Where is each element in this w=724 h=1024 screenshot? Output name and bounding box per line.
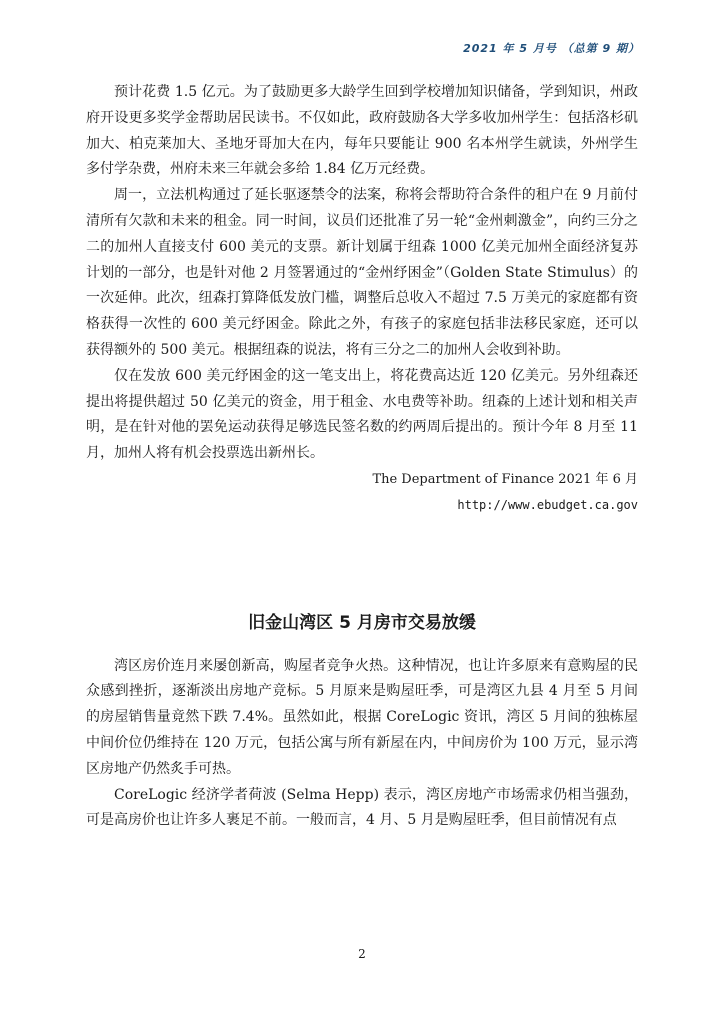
article2-paragraph-1: 湾区房价连月来屡创新高，购屋者竞争火热。这种情况，也让许多原来有意购屋的民众感到挫折，逐渐淡出房地产竞标。5 月原来是购屋旺季，可是湾区九县 4 月至 5 月间的房屋销售量竟然下跌 7.4%。虽然如此，根据 CoreLogic 资讯，湾区 5 月间的独栋屋中间价位仍维持在 120 万元，包括公寓与所有新屋在内，中间房价为 100 万元，显示湾区房地产仍然炙手可热。 [86, 657, 638, 777]
article2-title: 旧金山湾区 5 月房市交易放缓 [248, 612, 476, 633]
article2-paragraph-2: CoreLogic 经济学者荷波 (Selma Hepp) 表示，湾区房地产市场需求仍相当强劲，可是高房价也让许多人裹足不前。一般而言，4 月、5 月是购屋旺季，但目前情况有点 [86, 786, 638, 829]
article1-paragraph-1: 预计花费 1.5 亿元。为了鼓励更多大龄学生回到学校增加知识储备，学到知识，州政府开设更多奖学金帮助居民读书。不仅如此，政府鼓励各大学多收加州学生：包括洛杉矶加大、柏克莱加大、圣地牙哥加大在内，每年只要能让 900 名本州学生就读，外州学生多付学杂费，州府未来三年就会多给 1.84 亿万元经费。 [86, 84, 638, 178]
page-content [86, 80, 638, 834]
article1-source: The Department of Finance 2021 年 6 月 [372, 471, 638, 487]
article1-source-url[interactable]: http://www.ebudget.ca.gov [457, 497, 638, 512]
article1-paragraph-3: 仅在发放 600 美元纾困金的这一笔支出上，将花费高达近 120 亿美元。另外纽森还提出将提供超过 50 亿美元的资金，用于租金、水电费等补助。纽森的上述计划和相关声明，是在针对他的罢免运动获得足够选民签名数的约两周后提出的。预计今年 8 月至 11 月，加州人将有机会投票选出新州长。 [86, 367, 638, 462]
running-header: 2021 年 5 月号 （总第 9 期） [463, 42, 640, 55]
page-number: 2 [358, 947, 366, 961]
article1-paragraph-2: 周一，立法机构通过了延长驱逐禁令的法案，称将会帮助符合条件的租户在 9 月前付清所有欠款和未来的租金。同一时间，议员们还批准了另一轮“金州刺激金”，向约三分之二的加州人直接支付 600 美元的支票。新计划属于纽森 1000 亿美元加州全面经济复苏计划的一部分，也是针对他 2 月签署通过的“金州纾困金”（Golden State Stimulus）的一次延伸。此次，纽森打算降低发放门槛，调整后总收入不超过 7.5 万美元的家庭都有资格获得一次性的 600 美元纾困金。除此之外，有孩子的家庭包括非法移民家庭，还可以获得额外的 500 美元。根据纽森的说法，将有三分之二的加州人会收到补助。 [86, 187, 638, 358]
